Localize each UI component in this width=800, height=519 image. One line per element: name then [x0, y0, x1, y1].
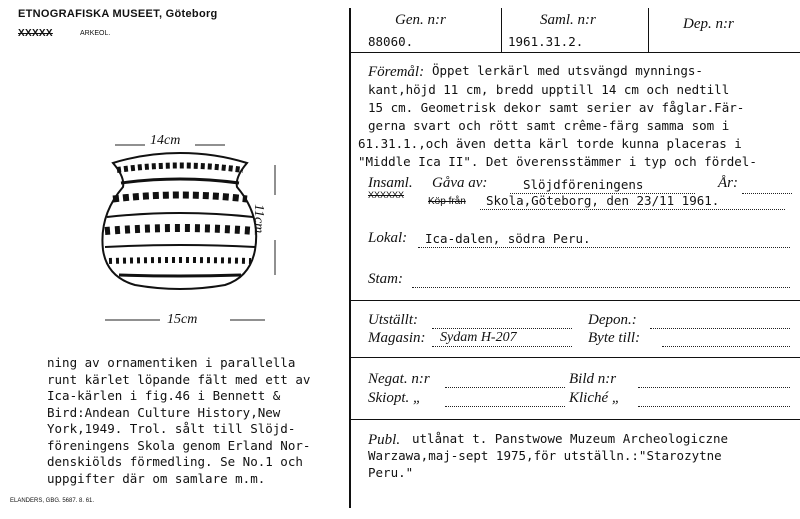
- text-line: Bird:Andean Culture History,New: [47, 404, 281, 420]
- text-line: uppgifter där om samlare m.m.: [47, 470, 266, 486]
- magasin-value: Sydam H-207: [440, 330, 517, 345]
- width-label: 14cm: [150, 133, 181, 148]
- gava-value: Slöjdföreningens: [523, 177, 644, 192]
- insaml-line2: Skola,Göteborg, den 23/11 1961.: [486, 193, 720, 208]
- printer-mark: ELANDERS, GBG. 5687. 8. 61.: [10, 498, 95, 504]
- gen-label: Gen. n:r: [395, 12, 446, 28]
- publ-line: Peru.": [368, 465, 414, 480]
- foremal-line: gerna svart och rött samt crême-färg samma som i: [368, 118, 730, 133]
- height-label: 11cm: [251, 204, 266, 234]
- pot-sketch: [85, 125, 325, 345]
- saml-label: Saml. n:r: [540, 12, 596, 28]
- text-line: Ica-kärlen i fig.46 i Bennett &: [47, 388, 281, 403]
- stam-label: Stam:: [368, 271, 403, 287]
- struck-insaml: XXXXXX: [368, 190, 405, 200]
- struck-kop: Köp från: [428, 196, 466, 207]
- magasin-label: Magasin:: [368, 330, 426, 346]
- section-rule: [350, 300, 800, 301]
- section-rule: [350, 419, 800, 420]
- foremal-label: Föremål:: [368, 64, 425, 80]
- text-line: föreningens Skola genom Erland Nor-: [47, 437, 311, 453]
- column-divider: [648, 8, 649, 52]
- saml-value: 1961.31.2.: [508, 34, 584, 49]
- base-label: 15cm: [167, 312, 198, 327]
- utstallt-label: Utställt:: [368, 312, 419, 328]
- byte-label: Byte till:: [588, 330, 641, 346]
- continuation-text: [47, 355, 310, 487]
- depon-label: Depon.:: [588, 312, 637, 328]
- insaml-label: Insaml.: [368, 175, 413, 191]
- lokal-label: Lokal:: [368, 230, 408, 246]
- center-divider: [349, 8, 351, 508]
- lokal-value: Ica-dalen, södra Peru.: [425, 231, 591, 246]
- ar-label: År:: [718, 175, 738, 191]
- publ-label: Publ.: [368, 432, 401, 448]
- publ-line: Warzawa,maj-sept 1975,för utställn.:"Starozytne: [368, 448, 722, 463]
- gen-value: 88060.: [368, 34, 414, 49]
- section-rule: [350, 357, 800, 358]
- foremal-line: Öppet lerkärl med utsvängd mynnings-: [432, 63, 703, 78]
- dep-label: Dep. n:r: [683, 16, 734, 32]
- text-line: denskiölds förmedling. Se No.1 och: [47, 454, 303, 469]
- text-line: runt kärlet löpande fält med ett av: [47, 371, 311, 387]
- bild-label: Bild n:r: [569, 371, 617, 387]
- department-label: ARKEOL.: [80, 30, 111, 37]
- text-line: York,1949. Trol. sålt till Slöjd-: [47, 421, 296, 436]
- gava-label: Gåva av:: [432, 175, 488, 191]
- publ-line: utlånat t. Panstwowe Muzeum Archeologiczne: [412, 431, 729, 446]
- struck-department: XXXXX: [18, 28, 53, 39]
- kliche-label: Kliché „: [569, 390, 621, 406]
- text-line: ning av ornamentiken i parallella: [47, 355, 296, 370]
- foremal-line: 15 cm. Geometrisk dekor samt serier av fåglar.Fär-: [368, 100, 745, 115]
- negat-label: Negat. n:r: [368, 371, 430, 387]
- column-divider: [501, 8, 502, 52]
- museum-name: ETNOGRAFISKA MUSEET, Göteborg: [18, 8, 218, 20]
- skiopt-label: Skiopt. „: [368, 390, 422, 406]
- header-rule: [350, 52, 800, 53]
- foremal-line: 61.31.1.,och även detta kärl torde kunna placeras i: [358, 136, 742, 151]
- foremal-line: kant,höjd 11 cm, bredd upptill 14 cm och nedtill: [368, 82, 730, 97]
- foremal-line: "Middle Ica II". Det överensstämmer i typ och fördel-: [358, 154, 757, 169]
